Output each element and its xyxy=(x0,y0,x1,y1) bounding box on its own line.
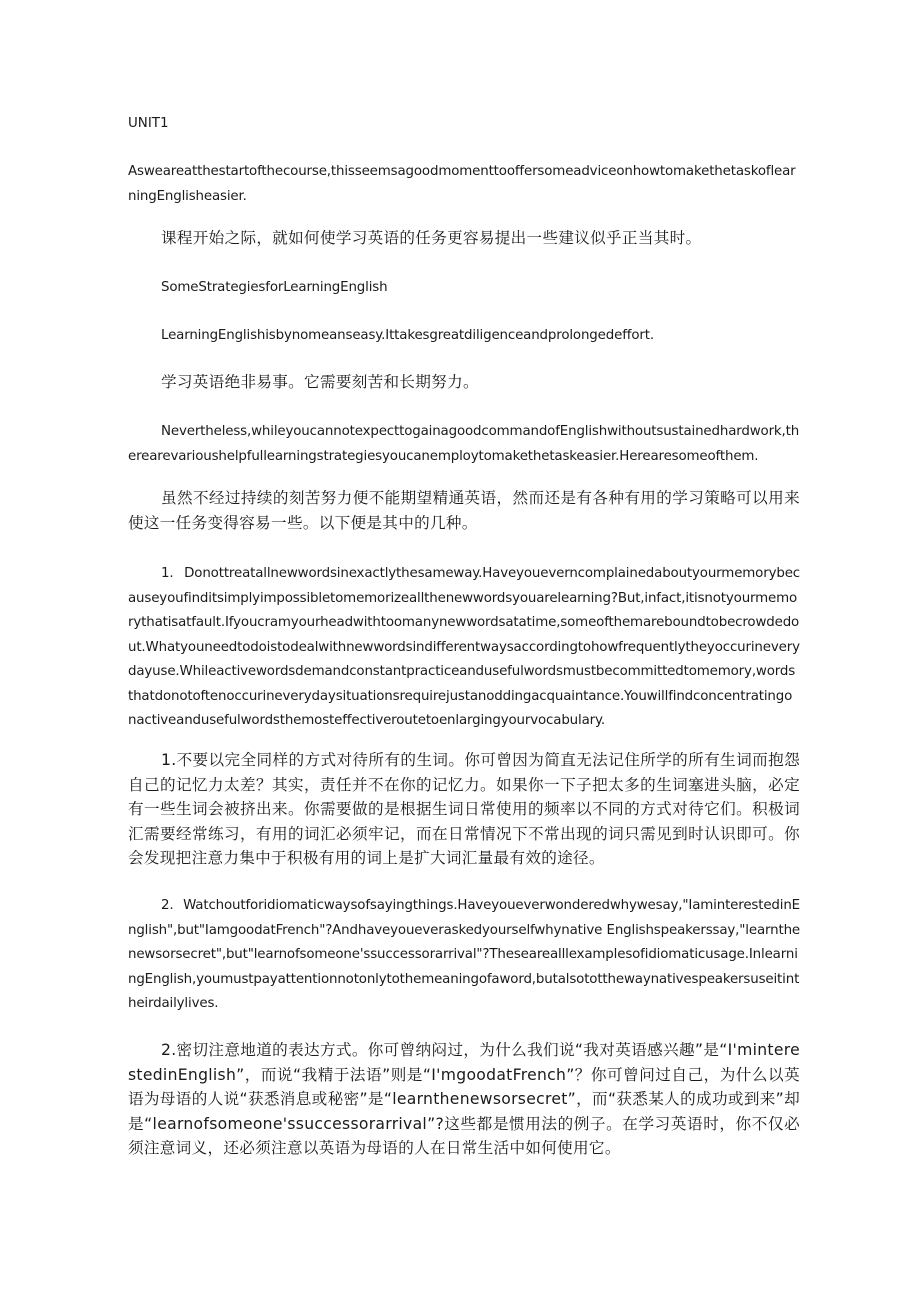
section-heading: SomeStrategiesforLearningEnglish xyxy=(161,280,388,295)
item-2-english: 2. Watchoutforidiomaticwaysofsayingthings.Haveyoueverwonderedwhywesay,"IaminterestedinEnglish",but"IamgoodatFrench"?Andhaveyoueveraskedyourselfwhynative Englishspeakerssay,"learnthenewsorsecret",but"learnofsomeone'ssuccessorarrival"?Thesearealllexamplesofidiomaticusage.InlearningEnglish,youmustpayattentionnotonlytothemeaningofaword,butalsototthewaynativespeakersuseitintheirdailylives. xyxy=(128,898,800,1011)
intro-english: Asweareatthestartofthecourse,thisseemsagoodmomenttooffersomeadviceonhowtomakethetaskoflearningEnglisheasier. xyxy=(128,164,796,204)
item-2-chinese: 2.密切注意地道的表达方式。你可曾纳闷过，为什么我们说“我对英语感兴趣”是“I'minterestedinEnglish”，而说“我精于法语”则是“I'mgoodatFrench”？你可曾问过自己，为什么以英语为母语的人说“获悉消息或秘密”是“learnthenewsorsecret”，而“获悉某人的成功或到来”却是“learnofsomeone'ssuccessorarrival”?这些都是惯用法的例子。在学习英语时，你不仅必须注意词义，还必须注意以英语为母语的人在日常生活中如何使用它。 xyxy=(128,1041,800,1157)
unit-title: UNIT1 xyxy=(128,116,169,131)
paragraph-1-english: LearningEnglishisbynomeanseasy.Ittakesgreatdiligenceandprolongedeffort. xyxy=(161,328,654,343)
item-1-english: 1. Donottreatallnewwordsinexactlythesameway.Haveyoueverncomplainedaboutyourmemorybecauseyoufinditsimplyimpossibletomemorizeallthenewwordsyouarelearning?But,infact,itisnotyourmemorythatisatfault.Ifyoucramyourheadwithtoomanynewwordsatatime,someofthemareboundtobecrowdedout.Whatyouneedtodoistodealwithnewwordsindifferentwaysaccordingtohowfrequentlytheyoccurineverydayuse.Whileactivewordsdemandconstantpracticeandusefulwordsmustbecommittedtomemory,wordsthatdonotoftenoccurineverydaysituationsrequirejustanoddingacquaintance.Youwillfindconcentratingonactiveandusefulwordsthemosteffectiveroutetoenlargingyourvocabulary. xyxy=(128,566,800,728)
item-1-chinese: 1.不要以完全同样的方式对待所有的生词。你可曾因为简直无法记住所学的所有生词而抱怨自己的记忆力太差？其实，责任并不在你的记忆力。如果你一下子把太多的生词塞进头脑，必定有一些生词会被挤出来。你需要做的是根据生词日常使用的频率以不同的方式对待它们。积极词汇需要经常练习，有用的词汇必须牢记，而在日常情况下不常出现的词只需见到时认识即可。你会发现把注意力集中于积极有用的词上是扩大词汇量最有效的途径。 xyxy=(128,751,800,867)
paragraph-1-chinese: 学习英语绝非易事。它需要刻苦和长期努力。 xyxy=(161,373,479,391)
intro-chinese: 课程开始之际，就如何使学习英语的任务更容易提出一些建议似乎正当其时。 xyxy=(161,229,702,247)
paragraph-2-english: Nevertheless,whileyoucannotexpecttogainagoodcommandofEnglishwithoutsustainedhardwork,therearevarioushelpfullearningstrategiesyoucanemploytomakethetaskeasier.Herearesomeofthem. xyxy=(128,424,800,464)
paragraph-2-chinese: 虽然不经过持续的刻苦努力便不能期望精通英语，然而还是有各种有用的学习策略可以用来使这一任务变得容易一些。以下便是其中的几种。 xyxy=(128,489,800,532)
